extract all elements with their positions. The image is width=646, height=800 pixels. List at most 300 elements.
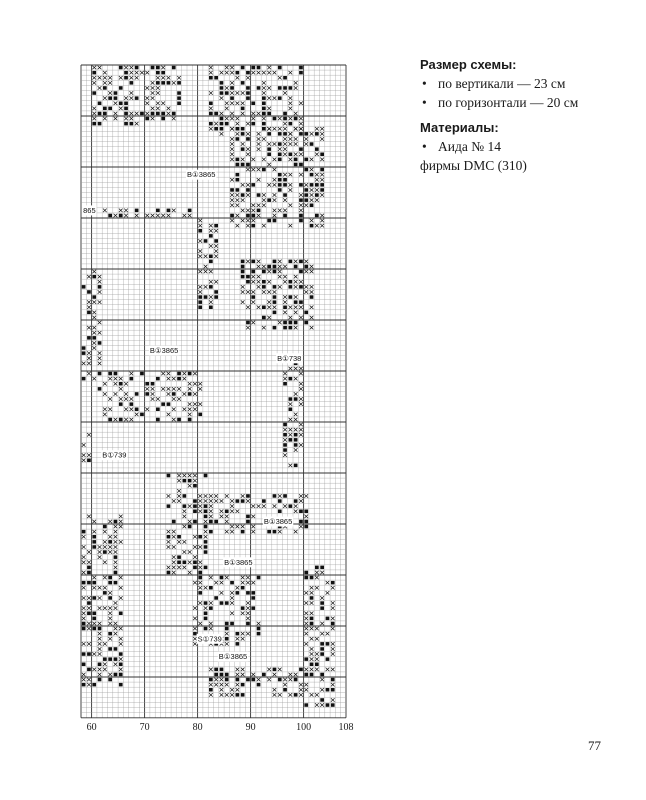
stitch-fill xyxy=(124,71,128,75)
stitch-cross xyxy=(273,178,277,182)
stitch-cross xyxy=(183,525,187,529)
stitch-fill xyxy=(204,540,208,544)
stitch-cross xyxy=(209,601,213,605)
stitch-cross xyxy=(98,586,102,590)
stitch-cross xyxy=(246,612,250,616)
stitch-cross xyxy=(119,576,123,580)
stitch-fill xyxy=(108,214,112,218)
stitch-fill xyxy=(278,96,282,100)
stitch-cross xyxy=(230,525,234,529)
stitch-fill xyxy=(294,163,298,167)
stitch-cross xyxy=(220,499,224,503)
stitch-fill xyxy=(278,188,282,192)
size-heading: Размер схемы: xyxy=(420,57,517,72)
stitch-cross xyxy=(98,647,102,651)
stitch-cross xyxy=(220,132,224,136)
stitch-fill xyxy=(119,66,123,70)
stitch-cross xyxy=(278,260,282,264)
stitch-cross xyxy=(82,362,86,366)
stitch-fill xyxy=(167,81,171,85)
stitch-fill xyxy=(209,260,213,264)
stitch-fill xyxy=(246,520,250,524)
stitch-cross xyxy=(267,163,271,167)
stitch-fill xyxy=(92,596,96,600)
stitch-cross xyxy=(161,372,165,376)
stitch-cross xyxy=(98,637,102,641)
stitch-cross xyxy=(87,453,91,457)
stitch-cross xyxy=(294,673,298,677)
stitch-fill xyxy=(326,688,330,692)
stitch-cross xyxy=(108,550,112,554)
stitch-fill xyxy=(204,566,208,570)
stitch-fill xyxy=(315,147,319,151)
stitch-cross xyxy=(251,321,255,325)
stitch-fill xyxy=(114,657,118,661)
stitch-cross xyxy=(214,229,218,233)
stitch-cross xyxy=(310,601,314,605)
stitch-cross xyxy=(320,127,324,131)
stitch-cross xyxy=(236,204,240,208)
materials-note: фирмы DMC (310) xyxy=(420,158,527,173)
stitch-fill xyxy=(267,265,271,269)
materials-list xyxy=(420,137,630,156)
stitch-fill xyxy=(198,306,202,310)
stitch-cross xyxy=(130,71,134,75)
stitch-cross xyxy=(283,683,287,687)
stitch-fill xyxy=(278,142,282,146)
stitch-cross xyxy=(230,204,234,208)
stitch-cross xyxy=(331,586,335,590)
stitch-cross xyxy=(315,703,319,707)
stitch-fill xyxy=(198,576,202,580)
stitch-fill xyxy=(108,372,112,376)
stitch-cross xyxy=(320,137,324,141)
stitch-fill xyxy=(273,260,277,264)
stitch-cross xyxy=(98,351,102,355)
stitch-cross xyxy=(294,127,298,131)
stitch-cross xyxy=(246,581,250,585)
stitch-fill xyxy=(251,183,255,187)
stitch-cross xyxy=(315,657,319,661)
stitch-cross xyxy=(326,581,330,585)
stitch-cross xyxy=(177,499,181,503)
stitch-cross xyxy=(230,91,234,95)
stitch-cross xyxy=(151,96,155,100)
stitch-fill xyxy=(273,494,277,498)
stitch-fill xyxy=(273,326,277,330)
stitch-cross xyxy=(167,545,171,549)
stitch-fill xyxy=(108,632,112,636)
stitch-cross xyxy=(310,668,314,672)
stitch-cross xyxy=(267,86,271,90)
stitch-fill xyxy=(283,178,287,182)
stitch-cross xyxy=(257,137,261,141)
stitch-fill xyxy=(262,270,266,274)
stitch-cross xyxy=(251,525,255,529)
stitch-fill xyxy=(251,66,255,70)
stitch-cross xyxy=(209,270,213,274)
x-tick-label: 60 xyxy=(86,721,97,733)
stitch-cross xyxy=(262,71,266,75)
stitch-cross xyxy=(193,474,197,478)
stitch-cross xyxy=(320,632,324,636)
stitch-cross xyxy=(177,479,181,483)
stitch-cross xyxy=(145,112,149,116)
stitch-cross xyxy=(310,586,314,590)
stitch-cross xyxy=(193,627,197,631)
stitch-cross xyxy=(241,525,245,529)
stitch-fill xyxy=(98,285,102,289)
stitch-cross xyxy=(82,535,86,539)
stitch-cross xyxy=(167,413,171,417)
stitch-cross xyxy=(193,555,197,559)
stitch-cross xyxy=(236,683,240,687)
stitch-cross xyxy=(114,117,118,121)
stitch-fill xyxy=(241,530,245,534)
stitch-cross xyxy=(251,504,255,508)
info-panel xyxy=(420,55,630,175)
stitch-cross xyxy=(188,402,192,406)
stitch-fill xyxy=(225,510,229,514)
stitch-cross xyxy=(114,102,118,106)
stitch-cross xyxy=(289,173,293,177)
stitch-fill xyxy=(257,576,261,580)
stitch-fill xyxy=(188,372,192,376)
stitch-cross xyxy=(167,392,171,396)
stitch-fill xyxy=(177,561,181,565)
stitch-fill xyxy=(103,86,107,90)
stitch-cross xyxy=(315,668,319,672)
stitch-fill xyxy=(304,510,308,514)
stitch-cross xyxy=(304,260,308,264)
stitch-fill xyxy=(103,591,107,595)
stitch-cross xyxy=(87,326,91,330)
stitch-fill xyxy=(294,321,298,325)
stitch-cross xyxy=(273,290,277,294)
stitch-fill xyxy=(98,627,102,631)
stitch-cross xyxy=(251,515,255,519)
stitch-fill xyxy=(161,112,165,116)
stitch-cross xyxy=(209,244,213,248)
stitch-cross xyxy=(304,270,308,274)
stitch-cross xyxy=(273,193,277,197)
stitch-cross xyxy=(299,433,303,437)
stitch-cross xyxy=(108,673,112,677)
stitch-fill xyxy=(278,132,282,136)
stitch-cross xyxy=(92,377,96,381)
stitch-fill xyxy=(236,173,240,177)
stitch-cross xyxy=(209,576,213,580)
stitch-cross xyxy=(209,499,213,503)
stitch-cross xyxy=(262,137,266,141)
stitch-cross xyxy=(98,357,102,361)
stitch-cross xyxy=(289,678,293,682)
stitch-cross xyxy=(304,290,308,294)
stitch-cross xyxy=(273,142,277,146)
stitch-cross xyxy=(172,397,176,401)
stitch-cross xyxy=(225,86,229,90)
stitch-cross xyxy=(273,693,277,697)
stitch-cross xyxy=(294,377,298,381)
stitch-cross xyxy=(273,504,277,508)
stitch-fill xyxy=(262,285,266,289)
stitch-cross xyxy=(114,627,118,631)
stitch-cross xyxy=(135,214,139,218)
stitch-fill xyxy=(161,117,165,121)
stitch-fill xyxy=(278,678,282,682)
stitch-fill xyxy=(193,566,197,570)
stitch-fill xyxy=(119,673,123,677)
stitch-cross xyxy=(92,300,96,304)
stitch-cross xyxy=(220,693,224,697)
stitch-fill xyxy=(304,525,308,529)
stitch-cross xyxy=(246,306,250,310)
stitch-fill xyxy=(320,153,324,157)
stitch-fill xyxy=(220,576,224,580)
stitch-fill xyxy=(299,668,303,672)
stitch-fill xyxy=(267,132,271,136)
stitch-cross xyxy=(214,499,218,503)
stitch-fill xyxy=(283,326,287,330)
stitch-cross xyxy=(92,341,96,345)
stitch-cross xyxy=(92,622,96,626)
stitch-fill xyxy=(246,91,250,95)
stitch-fill xyxy=(98,678,102,682)
stitch-cross xyxy=(283,504,287,508)
stitch-cross xyxy=(304,515,308,519)
stitch-cross xyxy=(299,204,303,208)
stitch-cross xyxy=(193,617,197,621)
stitch-fill xyxy=(289,280,293,284)
stitch-cross xyxy=(130,91,134,95)
stitch-cross xyxy=(167,494,171,498)
stitch-cross xyxy=(257,306,261,310)
stitch-fill xyxy=(119,663,123,667)
stitch-cross xyxy=(103,663,107,667)
stitch-cross xyxy=(294,367,298,371)
stitch-fill xyxy=(151,112,155,116)
stitch-cross xyxy=(304,642,308,646)
stitch-cross xyxy=(289,137,293,141)
stitch-cross xyxy=(273,214,277,218)
stitch-cross xyxy=(326,591,330,595)
stitch-cross xyxy=(193,637,197,641)
stitch-fill xyxy=(257,209,261,213)
stitch-cross xyxy=(108,622,112,626)
stitch-fill xyxy=(151,382,155,386)
stitch-cross xyxy=(299,117,303,121)
stitch-fill xyxy=(225,122,229,126)
stitch-fill xyxy=(236,163,240,167)
stitch-cross xyxy=(267,280,271,284)
stitch-cross xyxy=(204,494,208,498)
stitch-cross xyxy=(114,530,118,534)
stitch-fill xyxy=(283,494,287,498)
stitch-fill xyxy=(326,642,330,646)
stitch-fill xyxy=(262,112,266,116)
stitch-cross xyxy=(236,525,240,529)
stitch-fill xyxy=(225,622,229,626)
stitch-fill xyxy=(124,102,128,106)
stitch-fill xyxy=(92,122,96,126)
stitch-cross xyxy=(289,367,293,371)
stitch-cross xyxy=(130,372,134,376)
stitch-cross xyxy=(251,275,255,279)
stitch-fill xyxy=(294,433,298,437)
stitch-fill xyxy=(241,147,245,151)
stitch-cross xyxy=(220,96,224,100)
stitch-cross xyxy=(119,540,123,544)
stitch-cross xyxy=(241,219,245,223)
stitch-fill xyxy=(241,693,245,697)
stitch-cross xyxy=(82,586,86,590)
stitch-fill xyxy=(198,229,202,233)
stitch-cross xyxy=(167,540,171,544)
stitch-cross xyxy=(251,673,255,677)
stitch-cross xyxy=(214,255,218,259)
stitch-fill xyxy=(241,275,245,279)
stitch-cross xyxy=(283,137,287,141)
stitch-cross xyxy=(310,290,314,294)
stitch-cross xyxy=(177,397,181,401)
stitch-fill xyxy=(82,377,86,381)
stitch-fill xyxy=(320,601,324,605)
stitch-fill xyxy=(204,515,208,519)
stitch-cross xyxy=(172,566,176,570)
stitch-cross xyxy=(82,453,86,457)
stitch-cross xyxy=(310,168,314,172)
stitch-cross xyxy=(283,153,287,157)
stitch-cross xyxy=(151,214,155,218)
stitch-cross xyxy=(108,377,112,381)
stitch-cross xyxy=(246,168,250,172)
stitch-cross xyxy=(92,331,96,335)
stitch-fill xyxy=(124,112,128,116)
stitch-cross xyxy=(304,137,308,141)
floss-label: B①3865 xyxy=(218,652,248,662)
stitch-cross xyxy=(204,606,208,610)
stitch-fill xyxy=(214,127,218,131)
stitch-fill xyxy=(193,504,197,508)
stitch-cross xyxy=(198,586,202,590)
stitch-cross xyxy=(156,107,160,111)
stitch-cross xyxy=(299,209,303,213)
stitch-fill xyxy=(214,239,218,243)
stitch-cross xyxy=(198,387,202,391)
stitch-cross xyxy=(98,331,102,335)
stitch-cross xyxy=(236,193,240,197)
stitch-fill xyxy=(87,459,91,463)
stitch-cross xyxy=(299,316,303,320)
stitch-fill xyxy=(278,173,282,177)
stitch-fill xyxy=(294,397,298,401)
stitch-fill xyxy=(299,183,303,187)
stitch-cross xyxy=(204,499,208,503)
stitch-cross xyxy=(114,663,118,667)
stitch-fill xyxy=(331,678,335,682)
stitch-cross xyxy=(198,255,202,259)
stitch-cross xyxy=(193,392,197,396)
stitch-cross xyxy=(87,642,91,646)
stitch-fill xyxy=(167,402,171,406)
stitch-cross xyxy=(241,637,245,641)
stitch-cross xyxy=(188,484,192,488)
stitch-fill xyxy=(156,66,160,70)
stitch-cross xyxy=(241,576,245,580)
stitch-cross xyxy=(304,612,308,616)
stitch-cross xyxy=(87,275,91,279)
stitch-cross xyxy=(289,673,293,677)
stitch-cross xyxy=(257,265,261,269)
stitch-cross xyxy=(167,214,171,218)
stitch-cross xyxy=(289,224,293,228)
stitch-fill xyxy=(278,510,282,514)
stitch-cross xyxy=(294,285,298,289)
stitch-fill xyxy=(108,657,112,661)
stitch-cross xyxy=(172,408,176,412)
stitch-cross xyxy=(236,132,240,136)
stitch-cross xyxy=(98,76,102,80)
stitch-cross xyxy=(236,117,240,121)
stitch-fill xyxy=(236,188,240,192)
stitch-fill xyxy=(278,153,282,157)
stitch-cross xyxy=(251,300,255,304)
stitch-cross xyxy=(225,576,229,580)
stitch-cross xyxy=(230,504,234,508)
stitch-fill xyxy=(177,377,181,381)
stitch-fill xyxy=(241,499,245,503)
stitch-cross xyxy=(283,372,287,376)
stitch-cross xyxy=(299,397,303,401)
stitch-fill xyxy=(108,647,112,651)
stitch-cross xyxy=(124,209,128,213)
stitch-cross xyxy=(188,413,192,417)
stitch-cross xyxy=(114,535,118,539)
stitch-fill xyxy=(82,622,86,626)
stitch-fill xyxy=(246,163,250,167)
stitch-cross xyxy=(103,71,107,75)
stitch-cross xyxy=(310,193,314,197)
stitch-fill xyxy=(156,71,160,75)
stitch-cross xyxy=(257,178,261,182)
stitch-cross xyxy=(183,392,187,396)
stitch-cross xyxy=(225,683,229,687)
stitch-fill xyxy=(161,71,165,75)
stitch-fill xyxy=(82,627,86,631)
stitch-cross xyxy=(294,510,298,514)
stitch-cross xyxy=(251,280,255,284)
stitch-cross xyxy=(230,591,234,595)
stitch-fill xyxy=(188,209,192,213)
stitch-fill xyxy=(230,86,234,90)
stitch-fill xyxy=(267,219,271,223)
stitch-fill xyxy=(289,86,293,90)
stitch-cross xyxy=(193,606,197,610)
stitch-cross xyxy=(103,540,107,544)
stitch-cross xyxy=(87,622,91,626)
stitch-cross xyxy=(278,117,282,121)
stitch-cross xyxy=(299,683,303,687)
stitch-cross xyxy=(331,668,335,672)
stitch-fill xyxy=(87,566,91,570)
stitch-cross xyxy=(241,300,245,304)
stitch-cross xyxy=(230,612,234,616)
stitch-cross xyxy=(172,81,176,85)
stitch-fill xyxy=(145,117,149,121)
stitch-cross xyxy=(220,581,224,585)
stitch-cross xyxy=(209,107,213,111)
stitch-cross xyxy=(251,581,255,585)
